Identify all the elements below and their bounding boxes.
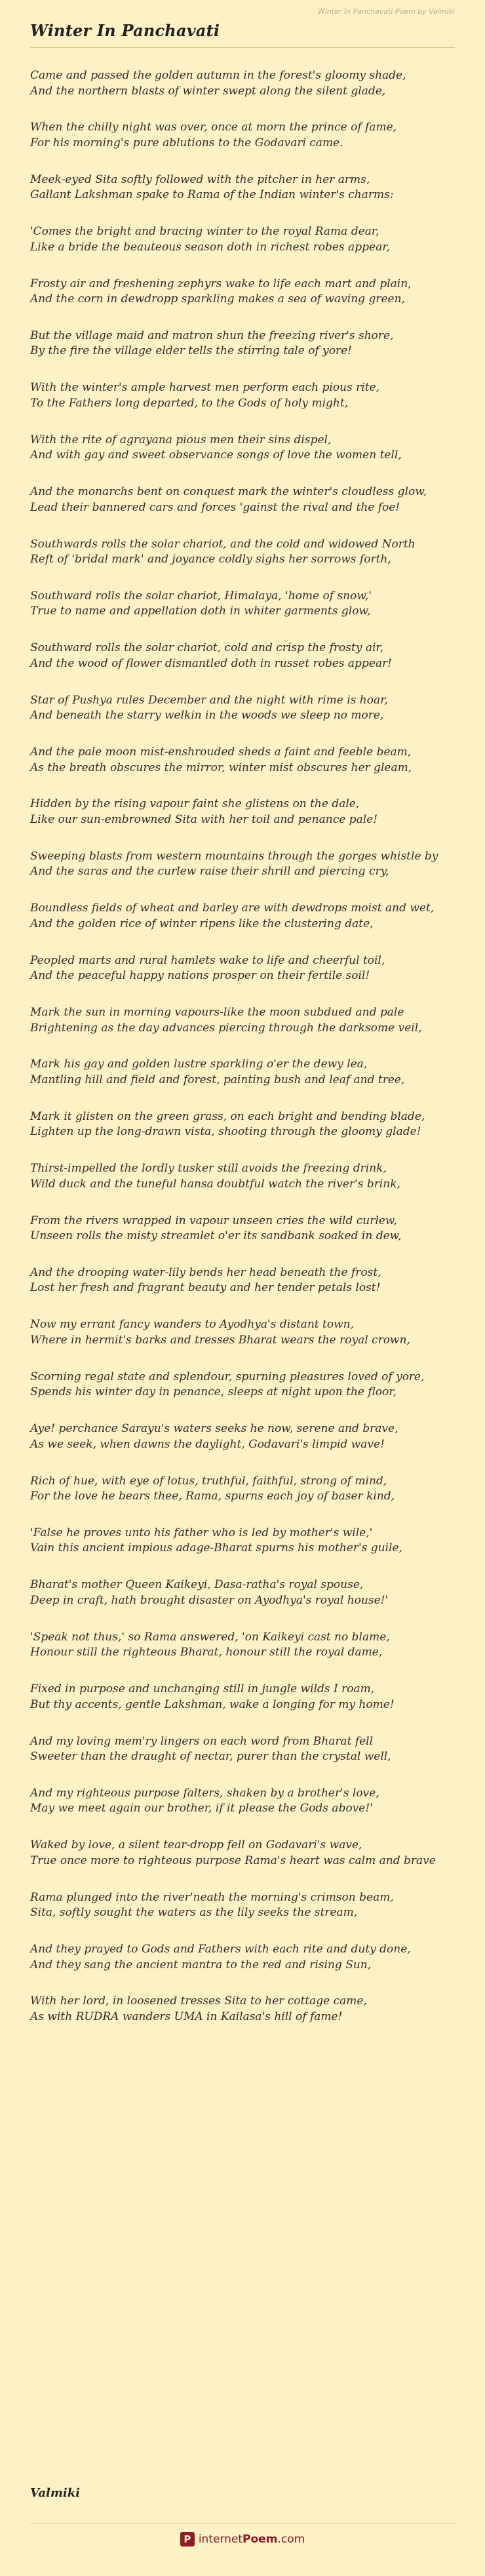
poem-line: But thy accents, gentle Lakshman, wake a longing for my home! [30, 1697, 395, 1711]
poem-line: Like our sun-embrowned Sita with her toil and penance pale! [30, 812, 378, 826]
poem-line: True to name and appellation doth in whiter garments glow, [30, 604, 371, 618]
poem-line: For the love he bears thee, Rama, spurns each joy of baser kind, [30, 1490, 395, 1503]
poem-line: With the rite of agrayana pious men their sins dispel, [30, 433, 332, 446]
site-logo-name-light: internet [198, 2533, 243, 2546]
stanza [30, 172, 455, 203]
poem-line: May we meet again our brother, if it please the Gods above!' [30, 1802, 373, 1815]
poem-line: Vain this ancient impious adage-Bharat spurns his mother's guile, [30, 1541, 402, 1555]
stanza [30, 1214, 455, 1244]
poem-line: And they prayed to Gods and Fathers with each rite and duty done, [30, 1943, 411, 1956]
stanza [30, 1526, 455, 1556]
poem-line: And the drooping water-lily bends her head beneath the frost, [30, 1265, 381, 1279]
poem-line: Unseen rolls the misty streamlet o'er its sandbank soaked in dew, [30, 1229, 402, 1243]
poem-line: Boundless fields of wheat and barley are with dewdrops moist and wet, [30, 902, 435, 915]
poem-line: Frosty air and freshening zephyrs wake to life each mart and plain, [30, 277, 412, 290]
poem-line: 'Comes the bright and bracing winter to the royal Rama dear, [30, 225, 379, 239]
poem-line: From the rivers wrapped in vapour unseen cries the wild curlew, [30, 1214, 397, 1227]
stanza [30, 589, 455, 620]
stanza [30, 1265, 455, 1296]
stanza [30, 537, 455, 568]
poem-line: Brightening as the day advances piercing through the darksome veil, [30, 1021, 422, 1035]
stanza [30, 380, 455, 411]
stanza [30, 1109, 455, 1140]
poem-line: Lost her fresh and fragrant beauty and her tender petals lost! [30, 1281, 381, 1295]
poem-line: And they sang the ancient mantra to the red and rising Sun, [30, 1958, 372, 1972]
poem-line: Spends his winter day in penance, sleeps at night upon the floor, [30, 1385, 397, 1399]
stanza [30, 849, 455, 880]
poem-body [30, 68, 455, 2046]
poem-line: Came and passed the golden autumn in the forest's gloomy shade, [30, 69, 406, 82]
poem-line: 'Speak not thus,' so Rama answered, 'on Kaikeyi cast no blame, [30, 1630, 390, 1644]
poem-line: Rich of hue, with eye of lotus, truthful, faithful, strong of mind, [30, 1474, 387, 1488]
poem-line: Star of Pushya rules December and the night with rime is hoar, [30, 693, 388, 707]
poem-line: Southward rolls the solar chariot, Himalaya, 'home of snow,' [30, 589, 372, 603]
poem-line: Mark his gay and golden lustre sparkling o'er the dewy lea, [30, 1058, 368, 1071]
poem-line: Deep in craft, hath brought disaster on Ayodhya's royal house!' [30, 1593, 389, 1607]
stanza [30, 68, 455, 99]
poem-line: As the breath obscures the mirror, winter mist obscures her gleam, [30, 761, 412, 774]
poem-line: With her lord, in loosened tresses Sita to her cottage came, [30, 1994, 367, 2008]
stanza [30, 277, 455, 307]
poem-line: Waked by love, a silent tear-dropp fell on Godavari's wave, [30, 1838, 362, 1852]
poem-line: To the Fathers long departed, to the Gods of holy might, [30, 396, 349, 410]
poem-line: And the saras and the curlew raise their shrill and piercing cry, [30, 865, 389, 879]
poem-line: Scorning regal state and splendour, spurning pleasures loved of yore, [30, 1370, 425, 1383]
stanza [30, 224, 455, 255]
poem-line: Mark the sun in morning vapours-like the moon subdued and pale [30, 1006, 404, 1020]
poem-line: Sweeter than the draught of nectar, purer than the crystal well, [30, 1750, 391, 1763]
stanza [30, 1942, 455, 1973]
stanza [30, 1370, 455, 1400]
poem-line: Southward rolls the solar chariot, cold and crisp the frosty air, [30, 641, 384, 655]
site-logo-name-bold: Poem [242, 2533, 278, 2546]
poem-line: Southwards rolls the solar chariot, and the cold and widowed North [30, 537, 416, 551]
stanza [30, 328, 455, 359]
stanza [30, 1838, 455, 1869]
poem-line: Where in hermit's barks and tresses Bharat wears the royal crown, [30, 1333, 410, 1347]
stanza [30, 1786, 455, 1817]
poem-title: Winter In Panchavati [30, 21, 220, 40]
stanza [30, 433, 455, 464]
poem-line: And the northern blasts of winter swept along the silent glade, [30, 84, 386, 98]
poem-line: As we seek, when dawns the daylight, Godavari's limpid wave! [30, 1437, 385, 1451]
poem-line: And the monarchs bent on conquest mark the winter's cloudless glow, [30, 485, 427, 499]
poem-line: And the pale moon mist-enshrouded sheds a faint and feeble beam, [30, 745, 412, 759]
poem-line: Lighten up the long-drawn vista, shooting through the gloomy glade! [30, 1125, 421, 1139]
poem-line: Meek-eyed Sita softly followed with the pitcher in her arms, [30, 172, 370, 186]
stanza [30, 1682, 455, 1713]
stanza [30, 485, 455, 515]
poem-line: 'False he proves unto his father who is led by mother's wile,' [30, 1526, 373, 1539]
poem-line: But the village maid and matron shun the freezing river's shore, [30, 328, 394, 342]
poem-line: And the corn in dewdropp sparkling makes a sea of waving green, [30, 292, 405, 306]
poem-line: Wild duck and the tuneful hansa doubtful watch the river's brink, [30, 1177, 400, 1191]
poem-line: Sita, softly sought the waters as the lily seeks the stream, [30, 1906, 358, 1920]
poem-line: Like a bride the beauteous season doth in richest robes appear, [30, 240, 390, 254]
stanza [30, 797, 455, 827]
poem-line: As with RUDRA wanders UMA in Kailasa's hill of fame! [30, 2010, 343, 2023]
site-logo-icon: P [180, 2532, 195, 2546]
poem-line: For his morning's pure ablutions to the Godavari came. [30, 136, 343, 149]
title-divider [30, 47, 455, 48]
poem-line: Sweeping blasts from western mountains through the gorges whistle by [30, 849, 438, 863]
stanza [30, 1630, 455, 1661]
poem-line: And my righteous purpose falters, shaken by a brother's love, [30, 1786, 379, 1800]
poem-line: Lead their bannered cars and forces 'gainst the rival and the foe! [30, 500, 400, 514]
poem-line: True once more to righteous purpose Rama's heart was calm and brave [30, 1853, 436, 1867]
poem-line: And with gay and sweet observance songs of love the women tell, [30, 448, 402, 462]
stanza [30, 693, 455, 724]
stanza [30, 641, 455, 671]
poem-line: Reft of 'bridal mark' and joyance coldly sighs her sorrows forth, [30, 553, 391, 566]
poem-line: Fixed in purpose and unchanging still in jungle wilds I roam, [30, 1682, 375, 1696]
stanza [30, 1057, 455, 1088]
poem-line: Mantling hill and field and forest, painting bush and leaf and tree, [30, 1073, 405, 1086]
poem-line: When the chilly night was over, once at morn the prince of fame, [30, 121, 397, 134]
stanza [30, 1474, 455, 1505]
poem-line: Rama plunged into the river'neath the morning's crimson beam, [30, 1890, 394, 1904]
poem-line: Bharat's mother Queen Kaikeyi, Dasa-ratha's royal spouse, [30, 1578, 364, 1592]
stanza [30, 1421, 455, 1452]
stanza [30, 1577, 455, 1608]
poem-line: By the fire the village elder tells the stirring tale of yore! [30, 344, 352, 358]
poem-line: Now my errant fancy wanders to Ayodhya's distant town, [30, 1318, 354, 1332]
stanza [30, 745, 455, 776]
site-logo-name [199, 2533, 305, 2546]
stanza [30, 1005, 455, 1036]
stanza [30, 1890, 455, 1921]
poem-line: Aye! perchance Sarayu's waters seeks he now, serene and brave, [30, 1422, 398, 1436]
poem-line: And the golden rice of winter ripens like the clustering date, [30, 917, 374, 930]
stanza [30, 953, 455, 984]
poem-line: Peopled marts and rural hamlets wake to life and cheerful toil, [30, 953, 385, 967]
stanza [30, 1317, 455, 1348]
poem-line: Thirst-impelled the lordly tusker still avoids the freezing drink, [30, 1162, 387, 1176]
stanza [30, 1994, 455, 2025]
poem-line: And the peaceful happy nations prosper on their fertile soil! [30, 969, 370, 983]
poem-line: And my loving mem'ry lingers on each word from Bharat fell [30, 1734, 374, 1748]
stanza [30, 120, 455, 151]
stanza [30, 1734, 455, 1765]
site-logo[interactable] [0, 2532, 485, 2546]
poem-author: Valmiki [30, 2486, 81, 2500]
stanza [30, 901, 455, 932]
poem-line: And the wood of flower dismantled doth in russet robes appear! [30, 656, 392, 670]
poem-line: With the winter's ample harvest men perform each pious rite, [30, 381, 380, 395]
header-caption: Winter In Panchavati Poem by Valmiki [317, 7, 455, 16]
poem-line: Gallant Lakshman spake to Rama of the Indian winter's charms: [30, 188, 394, 202]
poem-line: Mark it glisten on the green grass, on each bright and bending blade, [30, 1109, 425, 1123]
stanza [30, 1161, 455, 1192]
poem-line: Honour still the righteous Bharat, honour still the royal dame, [30, 1646, 383, 1659]
site-logo-domain: .com [277, 2533, 305, 2546]
poem-line: And beneath the starry welkin in the woods we sleep no more, [30, 709, 384, 723]
poem-line: Hidden by the rising vapour faint she glistens on the dale, [30, 797, 360, 811]
